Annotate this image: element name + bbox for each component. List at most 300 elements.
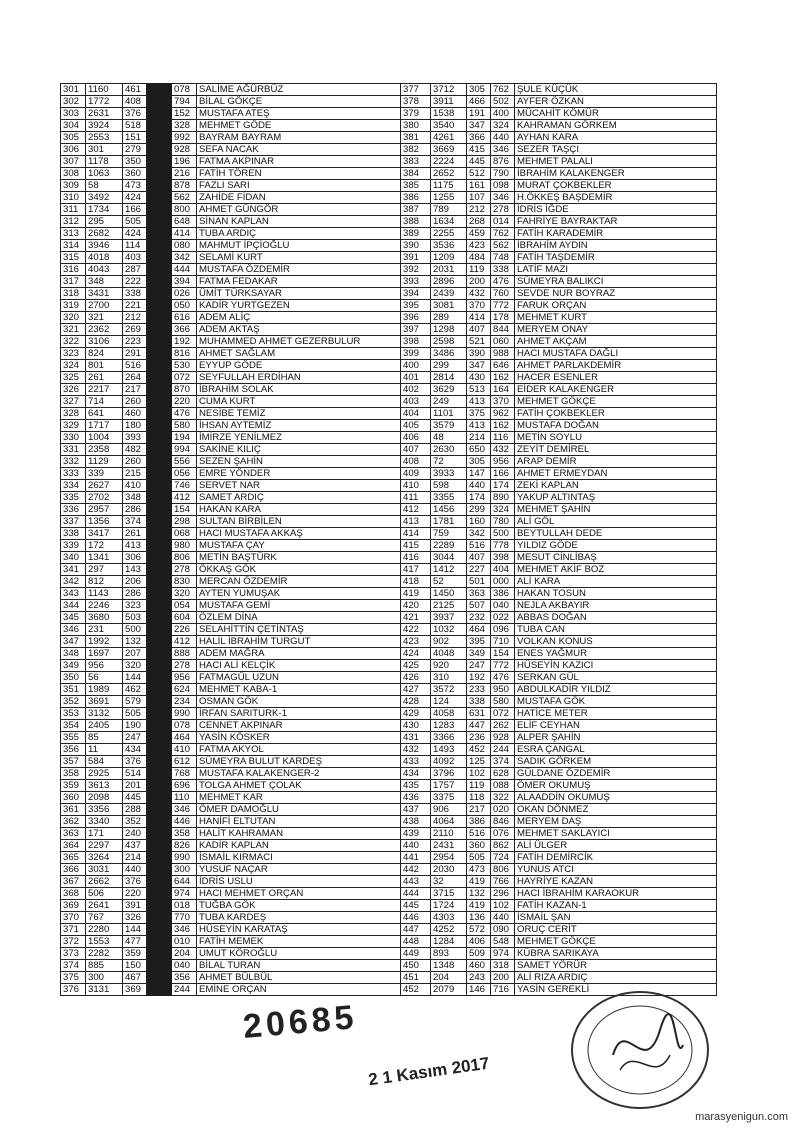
cell-full-name: MEHMET KAR [197,792,401,804]
cell-full-name: AHMET GÜNGÖR [197,204,401,216]
table-row [61,168,717,180]
cell-box-no: 206 [123,576,147,588]
cell-full-name-2: MEHMET SAKLAYICI [515,828,717,840]
cell-box-no: 207 [123,648,147,660]
cell-voter-no: 1772 [86,96,123,108]
cell-full-name-2: FATİH ÇOKBEKLER [515,408,717,420]
redaction-bar [147,336,172,348]
cell-reg-code: 888 [172,648,197,660]
cell-box-no-2: 200 [467,276,491,288]
cell-box-no: 217 [123,384,147,396]
cell-full-name: HACI MEHMET ORÇAN [197,888,401,900]
cell-row-no: 306 [61,144,86,156]
cell-voter-no: 339 [86,468,123,480]
cell-full-name: SAKİNE KILIÇ [197,444,401,456]
cell-row-no: 371 [61,924,86,936]
cell-voter-no-2: 2954 [431,852,467,864]
table-row [61,312,717,324]
table-row [61,96,717,108]
cell-reg-code: 816 [172,348,197,360]
cell-voter-no-2: 48 [431,432,467,444]
cell-reg-code-2: 116 [491,432,515,444]
cell-full-name-2: ŞULE KÜÇÜK [515,84,717,96]
cell-reg-code: 342 [172,252,197,264]
cell-full-name-2: EİDER KALAKENGER [515,384,717,396]
cell-full-name-2: HÜSEYİN KAZICI [515,660,717,672]
redaction-bar [147,756,172,768]
cell-row-no-2: 418 [401,576,431,588]
cell-reg-code-2: 500 [491,528,515,540]
cell-row-no: 373 [61,948,86,960]
cell-reg-code: 298 [172,516,197,528]
cell-full-name: İBRAHİM SOLAK [197,384,401,396]
cell-box-no: 505 [123,708,147,720]
cell-full-name-2: ALPER ŞAHİN [515,732,717,744]
cell-row-no: 302 [61,96,86,108]
cell-voter-no-2: 1634 [431,216,467,228]
cell-box-no: 579 [123,696,147,708]
table-row [61,840,717,852]
redaction-bar [147,288,172,300]
cell-voter-no: 2957 [86,504,123,516]
cell-reg-code-2: 076 [491,828,515,840]
cell-row-no: 312 [61,216,86,228]
cell-row-no-2: 432 [401,744,431,756]
cell-row-no-2: 440 [401,840,431,852]
cell-reg-code: 358 [172,828,197,840]
cell-row-no: 310 [61,192,86,204]
cell-voter-no-2: 3081 [431,300,467,312]
table-row [61,156,717,168]
cell-box-no-2: 464 [467,624,491,636]
cell-full-name: HANİFİ ELTUTAN [197,816,401,828]
cell-box-no-2: 440 [467,480,491,492]
notary-seal [565,985,715,1115]
cell-reg-code: 110 [172,792,197,804]
cell-box-no: 500 [123,624,147,636]
table-row [61,300,717,312]
cell-row-no: 345 [61,612,86,624]
cell-voter-no-2: 1450 [431,588,467,600]
cell-reg-code: 078 [172,84,197,96]
cell-row-no-2: 427 [401,684,431,696]
redaction-bar [147,300,172,312]
cell-box-no: 150 [123,960,147,972]
table-row [61,744,717,756]
cell-box-no-2: 347 [467,360,491,372]
cell-row-no-2: 412 [401,504,431,516]
cell-reg-code-2: 154 [491,648,515,660]
cell-row-no: 369 [61,900,86,912]
cell-row-no-2: 396 [401,312,431,324]
redaction-bar [147,924,172,936]
redaction-bar [147,480,172,492]
cell-full-name-2: BEYTULLAH DEDE [515,528,717,540]
cell-row-no-2: 383 [401,156,431,168]
redaction-bar [147,660,172,672]
cell-voter-no-2: 2630 [431,444,467,456]
cell-reg-code-2: 628 [491,768,515,780]
cell-box-no-2: 419 [467,876,491,888]
cell-full-name: MERCAN ÖZDEMİR [197,576,401,588]
cell-reg-code-2: 262 [491,720,515,732]
table-row [61,684,717,696]
cell-voter-no-2: 3579 [431,420,467,432]
cell-full-name: METİN BAŞTÜRK [197,552,401,564]
cell-box-no-2: 338 [467,696,491,708]
cell-full-name-2: İBRAHİM KALAKENGER [515,168,717,180]
cell-full-name-2: HATİCE METER [515,708,717,720]
cell-voter-no: 1160 [86,84,123,96]
stamp-number: 20685 [241,998,359,1046]
cell-box-no: 114 [123,240,147,252]
cell-reg-code: 234 [172,696,197,708]
cell-voter-no: 714 [86,396,123,408]
cell-voter-no: 56 [86,672,123,684]
cell-row-no: 333 [61,468,86,480]
cell-box-no: 222 [123,276,147,288]
cell-reg-code-2: 974 [491,948,515,960]
cell-voter-no-2: 4058 [431,708,467,720]
cell-reg-code-2: 806 [491,864,515,876]
cell-box-no: 391 [123,900,147,912]
cell-reg-code-2: 398 [491,552,515,564]
cell-row-no: 325 [61,372,86,384]
cell-box-no-2: 407 [467,324,491,336]
cell-box-no-2: 466 [467,96,491,108]
cell-full-name-2: MEHMET GÖKÇE [515,936,717,948]
cell-full-name-2: ÖMER OKUMUŞ [515,780,717,792]
cell-full-name: TOLGA AHMET ÇOLAK [197,780,401,792]
cell-full-name: MUSTAFA KALAKENGER-2 [197,768,401,780]
cell-row-no: 348 [61,648,86,660]
cell-full-name-2: AHMET ERMEYDAN [515,468,717,480]
cell-voter-no: 171 [86,828,123,840]
cell-full-name-2: FARUK ORÇAN [515,300,717,312]
table-row [61,732,717,744]
cell-box-no-2: 413 [467,420,491,432]
cell-voter-no: 1989 [86,684,123,696]
cell-box-no-2: 305 [467,456,491,468]
cell-voter-no: 885 [86,960,123,972]
table-body [61,84,717,996]
cell-reg-code-2: 502 [491,96,515,108]
cell-full-name: MUSTAFA ÇAY [197,540,401,552]
cell-voter-no: 824 [86,348,123,360]
table-row [61,792,717,804]
redaction-bar [147,888,172,900]
cell-box-no-2: 125 [467,756,491,768]
cell-reg-code-2: 000 [491,576,515,588]
cell-reg-code: 612 [172,756,197,768]
cell-row-no-2: 438 [401,816,431,828]
table-row [61,552,717,564]
cell-box-no: 260 [123,396,147,408]
redaction-bar [147,492,172,504]
redaction-bar [147,216,172,228]
cell-reg-code-2: 780 [491,516,515,528]
cell-box-no-2: 232 [467,612,491,624]
cell-voter-no: 2641 [86,900,123,912]
cell-voter-no: 2631 [86,108,123,120]
cell-reg-code: 826 [172,840,197,852]
cell-box-no-2: 512 [467,168,491,180]
cell-box-no: 306 [123,552,147,564]
table-row [61,600,717,612]
redaction-bar [147,240,172,252]
cell-box-no: 393 [123,432,147,444]
cell-box-no-2: 505 [467,852,491,864]
table-row [61,468,717,480]
cell-box-no: 287 [123,264,147,276]
cell-voter-no: 3031 [86,864,123,876]
cell-voter-no-2: 3375 [431,792,467,804]
cell-reg-code: 794 [172,96,197,108]
redaction-bar [147,96,172,108]
cell-box-no-2: 386 [467,816,491,828]
cell-reg-code: 928 [172,144,197,156]
cell-row-no: 322 [61,336,86,348]
table-row [61,864,717,876]
cell-row-no-2: 391 [401,252,431,264]
cell-reg-code: 196 [172,156,197,168]
cell-box-no-2: 516 [467,828,491,840]
cell-row-no-2: 407 [401,444,431,456]
cell-voter-no-2: 52 [431,576,467,588]
cell-full-name: TUBA ARDIÇ [197,228,401,240]
cell-row-no-2: 452 [401,984,431,996]
cell-full-name: ÜMİT TÜRKSAYAR [197,288,401,300]
cell-reg-code: 446 [172,816,197,828]
cell-reg-code: 990 [172,852,197,864]
cell-row-no-2: 428 [401,696,431,708]
cell-reg-code: 410 [172,744,197,756]
cell-box-no-2: 305 [467,84,491,96]
cell-full-name: AYTEN YUMUŞAK [197,588,401,600]
cell-row-no: 327 [61,396,86,408]
cell-reg-code-2: 748 [491,252,515,264]
cell-box-no: 279 [123,144,147,156]
cell-row-no: 321 [61,324,86,336]
cell-row-no: 346 [61,624,86,636]
cell-full-name: FATMA FEDAKAR [197,276,401,288]
cell-reg-code: 078 [172,720,197,732]
cell-reg-code: 956 [172,672,197,684]
cell-full-name-2: ALİ KARA [515,576,717,588]
cell-box-no-2: 407 [467,552,491,564]
cell-voter-no: 2627 [86,480,123,492]
cell-full-name-2: OKAN DÖNMEZ [515,804,717,816]
redaction-bar [147,744,172,756]
cell-voter-no: 11 [86,744,123,756]
table-row [61,516,717,528]
stamp-date: 2 1 Kasım 2017 [367,1053,491,1090]
redaction-bar [147,636,172,648]
cell-box-no: 240 [123,828,147,840]
cell-voter-no-2: 299 [431,360,467,372]
cell-row-no: 301 [61,84,86,96]
cell-full-name: KADİR KAPLAN [197,840,401,852]
cell-box-no: 320 [123,660,147,672]
cell-full-name-2: İSMAİL ŞAN [515,912,717,924]
cell-reg-code: 346 [172,804,197,816]
redaction-bar [147,456,172,468]
cell-box-no-2: 507 [467,600,491,612]
cell-box-no: 261 [123,528,147,540]
cell-row-no: 351 [61,684,86,696]
redaction-bar [147,876,172,888]
redaction-bar [147,324,172,336]
cell-reg-code-2: 862 [491,840,515,852]
cell-reg-code: 624 [172,684,197,696]
cell-row-no: 304 [61,120,86,132]
cell-reg-code: 244 [172,984,197,996]
cell-voter-no-2: 3536 [431,240,467,252]
cell-box-no: 214 [123,852,147,864]
cell-box-no-2: 501 [467,576,491,588]
cell-row-no: 328 [61,408,86,420]
cell-voter-no: 3946 [86,240,123,252]
cell-voter-no: 301 [86,144,123,156]
redaction-bar [147,516,172,528]
cell-full-name-2: İBRAHİM AYDIN [515,240,717,252]
cell-box-no-2: 247 [467,660,491,672]
cell-reg-code-2: 440 [491,132,515,144]
cell-full-name: ZAHİDE FİDAN [197,192,401,204]
cell-box-no-2: 268 [467,216,491,228]
cell-row-no-2: 431 [401,732,431,744]
cell-row-no-2: 387 [401,204,431,216]
cell-box-no-2: 452 [467,744,491,756]
cell-reg-code: 026 [172,288,197,300]
cell-row-no: 323 [61,348,86,360]
cell-box-no: 410 [123,480,147,492]
cell-box-no: 348 [123,492,147,504]
cell-row-no: 358 [61,768,86,780]
cell-row-no-2: 395 [401,300,431,312]
cell-row-no: 316 [61,264,86,276]
cell-reg-code: 192 [172,336,197,348]
table-row [61,420,717,432]
cell-voter-no: 1717 [86,420,123,432]
cell-row-no: 334 [61,480,86,492]
cell-row-no-2: 447 [401,924,431,936]
cell-reg-code: 696 [172,780,197,792]
cell-row-no-2: 406 [401,432,431,444]
cell-voter-no: 348 [86,276,123,288]
cell-voter-no: 3131 [86,984,123,996]
cell-reg-code-2: 440 [491,912,515,924]
cell-voter-no: 767 [86,912,123,924]
cell-reg-code-2: 060 [491,336,515,348]
cell-row-no-2: 390 [401,240,431,252]
cell-reg-code-2: 956 [491,456,515,468]
cell-voter-no-2: 789 [431,204,467,216]
cell-voter-no-2: 2110 [431,828,467,840]
redaction-bar [147,252,172,264]
cell-full-name: AHMET SAĞLAM [197,348,401,360]
cell-box-no: 440 [123,864,147,876]
table-row [61,264,717,276]
cell-full-name: OSMAN GÖK [197,696,401,708]
cell-full-name: FATİH TÖREN [197,168,401,180]
redaction-bar [147,192,172,204]
redaction-bar [147,816,172,828]
cell-reg-code-2: 772 [491,660,515,672]
cell-box-no: 201 [123,780,147,792]
cell-full-name-2: YAKUP ALTINTAŞ [515,492,717,504]
redaction-bar [147,972,172,984]
table-row [61,708,717,720]
cell-reg-code: 328 [172,120,197,132]
cell-row-no-2: 437 [401,804,431,816]
cell-voter-no: 1178 [86,156,123,168]
table-row [61,144,717,156]
cell-full-name: CUMA KURT [197,396,401,408]
cell-reg-code: 562 [172,192,197,204]
cell-full-name-2: MURAT ÇOKBEKLER [515,180,717,192]
cell-row-no-2: 413 [401,516,431,528]
table-row [61,972,717,984]
cell-row-no: 374 [61,960,86,972]
cell-row-no: 311 [61,204,86,216]
cell-reg-code: 366 [172,324,197,336]
cell-reg-code-2: 322 [491,792,515,804]
redaction-bar [147,504,172,516]
table-row [61,960,717,972]
cell-reg-code-2: 476 [491,276,515,288]
cell-box-no: 291 [123,348,147,360]
redaction-bar [147,468,172,480]
redaction-bar [147,156,172,168]
cell-reg-code-2: 346 [491,192,515,204]
table-row [61,372,717,384]
cell-row-no: 363 [61,828,86,840]
table-row [61,828,717,840]
cell-reg-code-2: 476 [491,672,515,684]
cell-voter-no: 1356 [86,516,123,528]
cell-row-no: 320 [61,312,86,324]
cell-voter-no-2: 2255 [431,228,467,240]
cell-reg-code-2: 562 [491,240,515,252]
cell-voter-no-2: 3669 [431,144,467,156]
redaction-bar [147,768,172,780]
cell-box-no: 360 [123,168,147,180]
redaction-bar [147,684,172,696]
cell-reg-code-2: 988 [491,348,515,360]
cell-row-no: 367 [61,876,86,888]
cell-full-name-2: MEHMET KURT [515,312,717,324]
cell-voter-no: 261 [86,372,123,384]
cell-reg-code-2: 174 [491,480,515,492]
cell-voter-no: 3264 [86,852,123,864]
cell-reg-code-2: 090 [491,924,515,936]
cell-voter-no: 956 [86,660,123,672]
cell-row-no-2: 423 [401,636,431,648]
cell-voter-no: 641 [86,408,123,420]
cell-box-no: 190 [123,720,147,732]
cell-box-no-2: 233 [467,684,491,696]
cell-box-no-2: 370 [467,300,491,312]
cell-row-no-2: 424 [401,648,431,660]
cell-row-no-2: 442 [401,864,431,876]
table-row [61,216,717,228]
cell-voter-no: 2358 [86,444,123,456]
cell-reg-code: 412 [172,636,197,648]
cell-reg-code-2: 318 [491,960,515,972]
cell-voter-no: 1341 [86,552,123,564]
cell-row-no-2: 446 [401,912,431,924]
